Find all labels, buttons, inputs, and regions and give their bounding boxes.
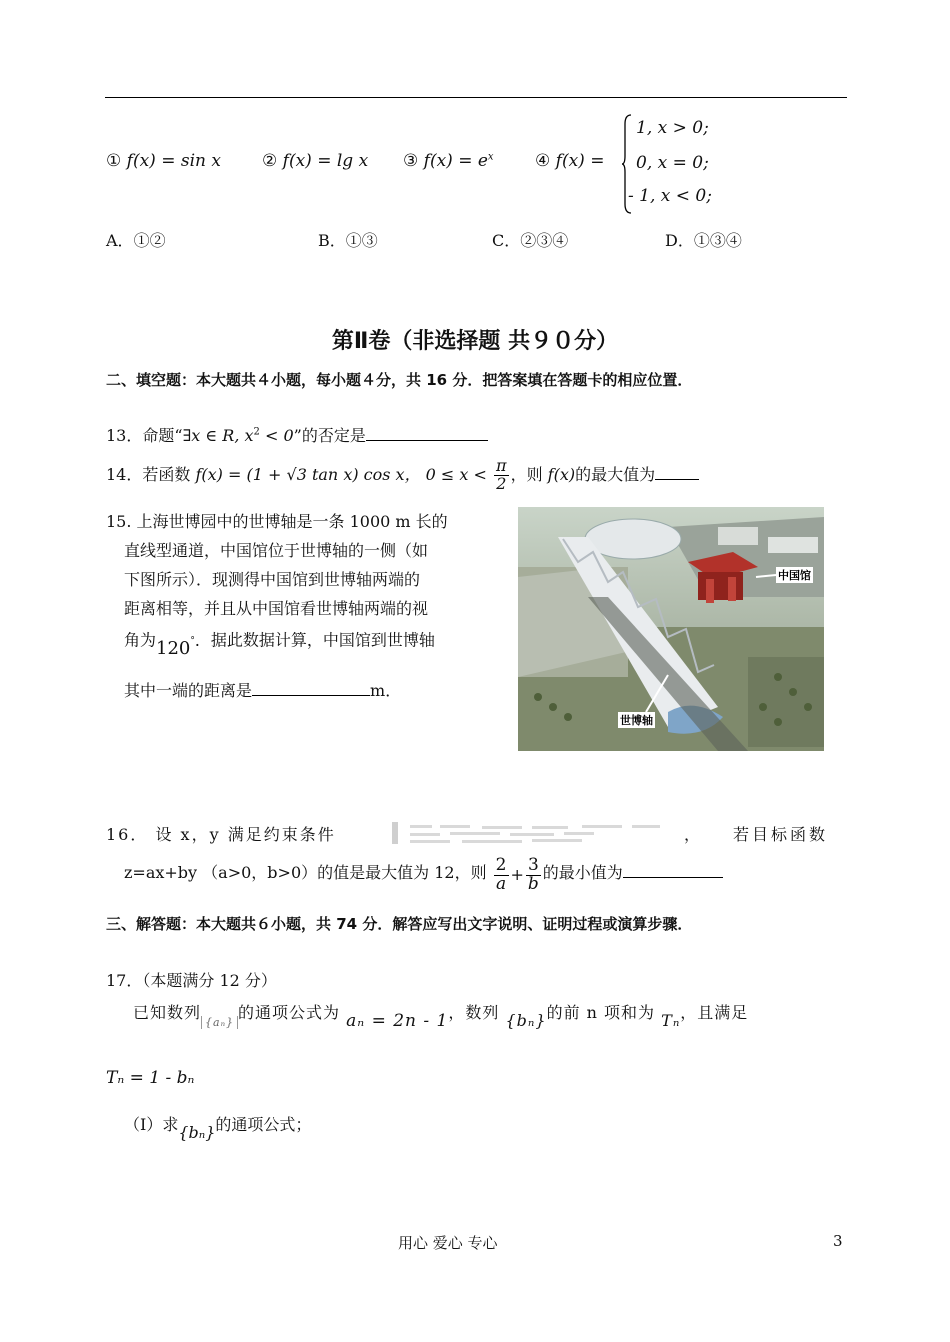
answer-d: D．①③④ (665, 231, 742, 250)
answer-blank-15[interactable] (252, 678, 370, 696)
aerial-illustration (518, 507, 824, 751)
page-number: 3 (833, 1232, 843, 1250)
question-17-condition: Tₙ = 1 - bₙ (106, 1068, 195, 1088)
answer-a: A．①② (106, 231, 166, 250)
section3-header: 三、解答题：本大题共６小题，共 74 分．解答应写出文字说明、证明过程或演算步骤． (106, 915, 693, 933)
answer-blank-13[interactable] (366, 423, 488, 441)
expo-aerial-photo (518, 507, 824, 751)
q16-comma: ， (684, 825, 701, 844)
option-2-expr: f(x) = lg x (282, 151, 369, 171)
answer-blank-16[interactable] (623, 860, 723, 878)
option-4: ④ f(x) = (535, 151, 605, 171)
header-rule (105, 97, 847, 98)
option-3-sup: x (487, 151, 494, 163)
option-3-expr: f(x) = e (423, 151, 488, 171)
section2-header: 二、填空题：本大题共４小题，每小题４分，共 16 分．把答案填在答题卡的相应位置． (106, 371, 693, 389)
blurred-constraint-image (392, 820, 664, 846)
option-4-expr: f(x) = (555, 151, 605, 171)
question-16-line1: 16． 设 x，y 满足约束条件 (106, 825, 336, 844)
option-3: ③ $f(x) = e^x$ (403, 151, 494, 171)
piecewise-case-2: 0, x = 0; (636, 153, 709, 173)
angle-value: 120 (156, 638, 191, 660)
question-17-line1: 已知数列$_{\{a_n\}}$的通项公式为 aₙ = 2n - 1，数列 {bₙ}的前 n 项和为 Tₙ，且满足 (133, 1003, 749, 1031)
answer-b: B．①③ (318, 231, 378, 250)
label-china-pavilion: 中国馆 (778, 569, 811, 582)
q16-post: 若目标函数 (733, 825, 829, 844)
fraction-2-over-a: $\frac{2}{a}$ (495, 855, 507, 894)
answer-c: C．②③④ (492, 231, 569, 250)
question-16-line2: z=ax+by （a>0，b>0）的值是最大值为 12，则 $\frac{2}{a}$ + $\frac{3}{b}$ 的最小值为 (124, 857, 723, 894)
question-14: 14．若函数 f(x) = (1 + √3 tan x) cos x， 0 ≤ x < $\frac{\pi}{2}$ ，则 f(x)的最大值为 (106, 458, 699, 493)
question-13: 13．命题“∃x ∈ R, $x^2 < 0$”的否定是 (106, 423, 488, 446)
footer-motto: 用心 爱心 专心 (398, 1234, 498, 1252)
piecewise-case-3: - 1, x < 0; (628, 186, 712, 206)
fraction-3-over-b: $\frac{3}{b}$ (527, 855, 539, 894)
option-1: ① f(x) = sin x (106, 151, 221, 171)
section2-title: 第Ⅱ卷（非选择题 共９０分） (331, 329, 619, 354)
question-15: 15. 上海世博园中的世博轴是一条 1000 m 长的 直线型通道，中国馆位于世博轴的一侧（如 下图所示）．现测得中国馆到世博轴两端的 距离相等，并且从中国馆看世博轴两端的视 角为120°．据此数据计算，中国馆到世博轴 其中一端的距离是 m． (106, 512, 448, 701)
option-1-expr: f(x) = sin x (126, 151, 221, 171)
option-2: ② f(x) = lg x (262, 151, 369, 171)
question-17-title: 17．（本题满分 12 分） (106, 971, 277, 990)
fraction-pi-over-2: $\frac{\pi}{2}$ (496, 456, 507, 493)
label-expo-axis: 世博轴 (620, 714, 653, 727)
answer-blank-14[interactable] (655, 462, 699, 480)
question-17-part1: （I）求{bₙ}的通项公式； (124, 1115, 312, 1142)
piecewise-case-1: 1, x > 0; (636, 118, 709, 138)
